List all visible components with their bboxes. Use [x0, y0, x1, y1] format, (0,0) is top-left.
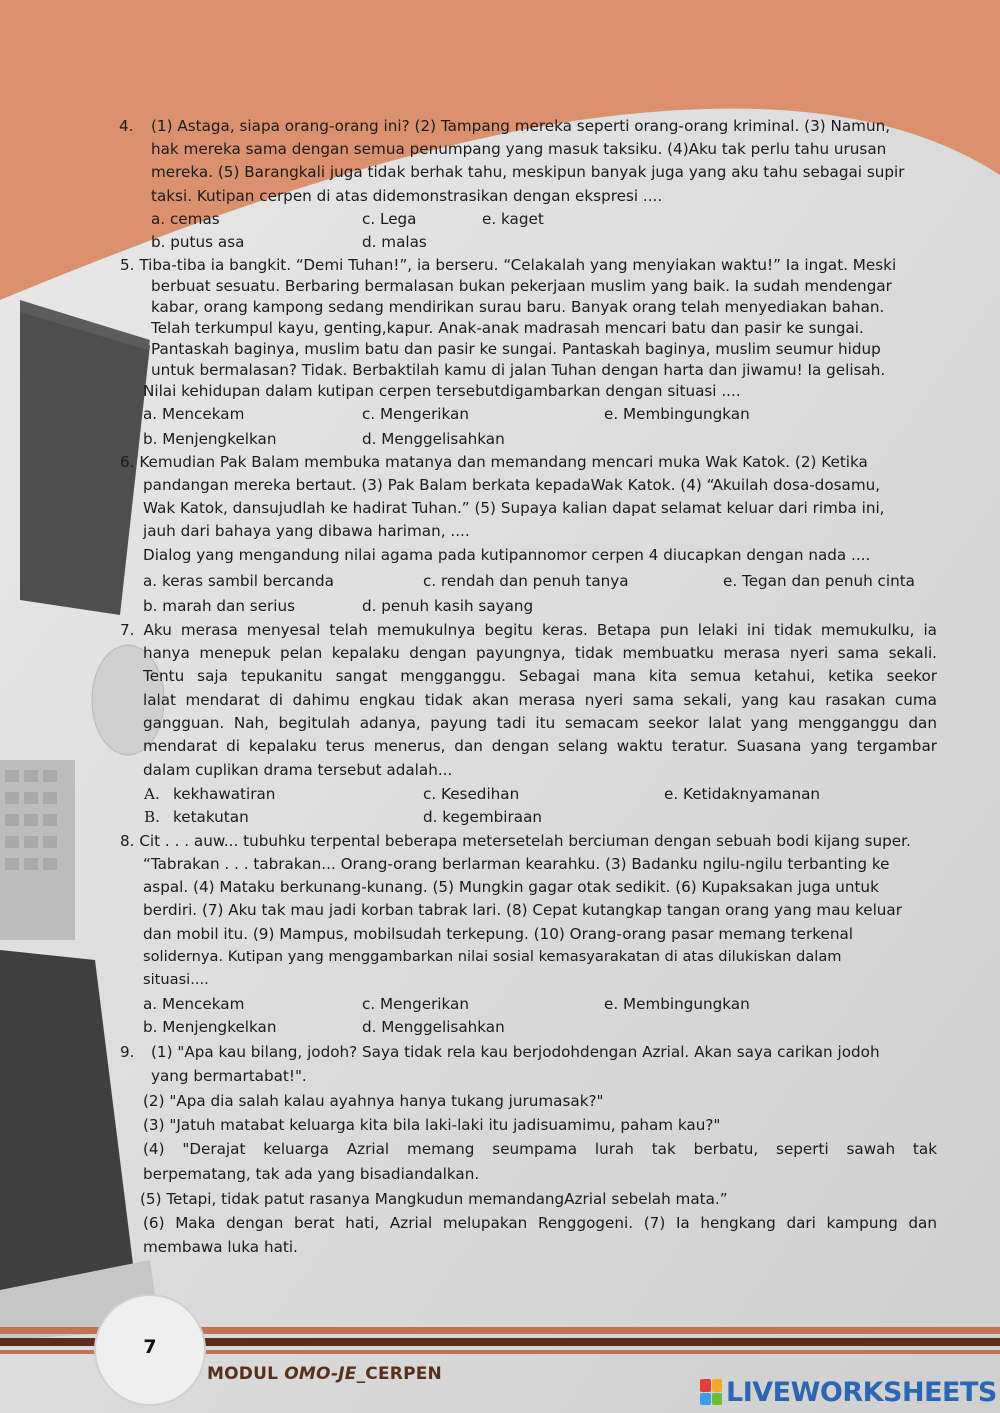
question-text-line: yang bermartabat!". — [151, 1067, 307, 1085]
option-c[interactable]: c. Kesedihan — [423, 785, 520, 803]
question-text-line: (2) "Apa dia salah kalau ayahnya hanya tukang jurumasak?" — [143, 1092, 604, 1110]
option-b[interactable]: ketakutan — [173, 808, 249, 826]
option-a[interactable]: kekhawatiran — [173, 785, 276, 803]
option-d[interactable]: d. kegembiraan — [423, 808, 543, 826]
option-b[interactable]: b. putus asa — [151, 233, 245, 251]
question-prompt: Dialog yang mengandung nilai agama pada kutipannomor cerpen 4 diucapkan dengan nada .... — [143, 546, 871, 564]
question-text-line: situasi.... — [143, 971, 209, 988]
question-text-line: (5) Tetapi, tidak patut rasanya Mangkudun memandangAzrial sebelah mata.” — [140, 1190, 728, 1208]
option-a-letter: A. — [144, 785, 160, 803]
question-text-line: hanya menepuk pelan kepalaku dengan payungnya, tidak membuatku merasa nyeri sama sekali. — [143, 644, 937, 662]
question-text-line: Wak Katok, dansujudlah ke hadirat Tuhan.” (5) Supaya kalian dapat selamat keluar dari rimba ini, — [143, 499, 885, 517]
module-title-prefix: MODUL — [207, 1364, 285, 1384]
question-text-line: gangguan. Nah, begitulah adanya, payung tadi itu semacam seekor lalat yang mengganggu dan — [143, 714, 937, 732]
question-text-line: (1) "Apa kau bilang, jodoh? Saya tidak rela kau berjodohdengan Azrial. Akan saya carikan jodoh — [151, 1043, 880, 1061]
question-text-line: Pantaskah baginya, muslim batu dan pasir ke sungai. Pantaskah baginya, muslim seumur hidup — [151, 340, 881, 358]
question-text-line: lalat mendarat di dahimu engkau tidak akan merasa nyeri sama sekali, yang kau rasakan cuma — [143, 691, 937, 709]
question-text-line: Tentu saja tepukanitu sangat mengganggu. Sebagai mana kita semua ketahui, ketika seekor — [143, 667, 937, 685]
option-c[interactable]: c. Lega — [362, 210, 417, 228]
option-e[interactable]: e. Tegan dan penuh cinta — [723, 572, 915, 590]
option-b[interactable]: b. marah dan serius — [143, 597, 296, 615]
question-text-line: hak mereka sama dengan semua penumpang yang masuk taksiku. (4)Aku tak perlu tahu urusan — [151, 140, 887, 158]
option-d[interactable]: d. Menggelisahkan — [362, 430, 505, 448]
question-prompt: dalam cuplikan drama tersebut adalah... — [143, 761, 453, 779]
question-text-line: membawa luka hati. — [143, 1238, 298, 1256]
question-text-line: dan mobil itu. (9) Mampus, mobilsudah terkepung. (10) Orang-orang pasar memang terkenal — [143, 925, 854, 943]
question-text-line: (4) "Derajat keluarga Azrial memang seumpama lurah tak berbatu, seperti sawah tak — [143, 1140, 937, 1158]
question-text-line: taksi. Kutipan cerpen di atas didemonstrasikan dengan ekspresi .... — [151, 187, 663, 205]
option-a[interactable]: a. keras sambil bercanda — [143, 572, 334, 590]
brand-text: LIVEWORKSHEETS — [726, 1376, 997, 1408]
question-text-line: untuk bermalasan? Tidak. Berbaktilah kamu di jalan Tuhan dengan harta dan jiwamu! Ia gelisah. — [151, 361, 886, 379]
module-title-italic: OMO-JE — [284, 1364, 357, 1384]
question-prompt: Nilai kehidupan dalam kutipan cerpen tersebutdigambarkan dengan situasi .... — [143, 382, 741, 400]
question-number: 4. — [119, 117, 134, 135]
option-c[interactable]: c. Mengerikan — [362, 995, 469, 1013]
question-text-line: 8. Cit . . . auw... tubuhku terpental beberapa metersetelah berciuman dengan sebuah bodi kijang super. — [120, 832, 911, 850]
question-text-line: “Tabrakan . . . tabrakan... Orang-orang berlarman kearahku. (3) Badanku ngilu-ngilu terbanting ke — [143, 855, 890, 873]
question-text-line: Telah terkumpul kayu, genting,kapur. Anak-anak madrasah mencari batu dan pasir ke sungai. — [151, 319, 864, 337]
option-e[interactable]: e. Membingungkan — [604, 995, 750, 1013]
option-e[interactable]: e. Ketidaknyamanan — [664, 785, 821, 803]
liveworksheets-brand[interactable] — [700, 1375, 997, 1409]
option-d[interactable]: d. Menggelisahkan — [362, 1018, 505, 1036]
option-c[interactable]: c. rendah dan penuh tanya — [423, 572, 629, 590]
option-a[interactable]: a. Mencekam — [143, 995, 245, 1013]
page-number: 7 — [143, 1336, 157, 1358]
question-text-line: mereka. (5) Barangkali juga tidak berhak tahu, meskipun banyak juga yang aku tahu sebagai supir — [151, 163, 905, 181]
option-e[interactable]: e. Membingungkan — [604, 405, 750, 423]
question-text-line: (1) Astaga, siapa orang-orang ini? (2) Tampang mereka seperti orang-orang kriminal. (3) Namun, — [151, 117, 891, 135]
option-c[interactable]: c. Mengerikan — [362, 405, 469, 423]
question-text-line: mendarat di kepalaku terus menerus, dan dengan selang waktu teratur. Suasana yang tergambar — [143, 737, 937, 755]
option-b-letter: B. — [144, 808, 160, 826]
option-e[interactable]: e. kaget — [482, 210, 544, 228]
question-text-line: (6) Maka dengan berat hati, Azrial melupakan Renggogeni. (7) Ia hengkang dari kampung dan — [143, 1214, 937, 1232]
question-text-line: (3) "Jatuh matabat keluarga kita bila laki-laki itu jadisuamimu, paham kau?" — [143, 1116, 721, 1134]
question-text-line: 7. Aku merasa menyesal telah memukulnya begitu keras. Betapa pun lelaki ini tidak memukulku, ia — [120, 621, 937, 639]
option-a[interactable]: a. Mencekam — [143, 405, 245, 423]
question-text-line: berpematang, tak ada yang bisadiandalkan. — [143, 1165, 480, 1183]
option-d[interactable]: d. malas — [362, 233, 427, 251]
question-text-line: pandangan mereka bertaut. (3) Pak Balam berkata kepadaWak Katok. (4) “Akuilah dosa-dosamu, — [143, 476, 881, 494]
option-b[interactable]: b. Menjengkelkan — [143, 430, 277, 448]
question-text-line: berdiri. (7) Aku tak mau jadi korban tabrak lari. (8) Cepat kutangkap tangan orang yang mau keluar — [143, 901, 902, 919]
question-text-line: aspal. (4) Mataku berkunang-kunang. (5) Mungkin gagar otak sedikit. (6) Kupaksakan juga untuk — [143, 878, 879, 896]
liveworksheets-logo-icon — [700, 1379, 722, 1405]
question-text-line: 5. Tiba-tiba ia bangkit. “Demi Tuhan!”, ia berseru. “Celakalah yang menyiakan waktu!” Ia ingat. Meski — [120, 256, 897, 274]
option-b[interactable]: b. Menjengkelkan — [143, 1018, 277, 1036]
module-title — [207, 1364, 442, 1384]
question-number: 9. — [120, 1043, 135, 1061]
module-title-suffix: _CERPEN — [356, 1364, 442, 1384]
question-text-line: jauh dari bahaya yang dibawa hariman, .... — [143, 522, 470, 540]
option-d[interactable]: d. penuh kasih sayang — [362, 597, 534, 615]
question-text-line: 6. Kemudian Pak Balam membuka matanya dan memandang mencari muka Wak Katok. (2) Ketika — [120, 453, 868, 471]
question-text-line: kabar, orang kampong sedang mendirikan surau baru. Banyak orang telah menyediakan bahan. — [151, 298, 885, 316]
question-text-line: solidernya. Kutipan yang menggambarkan nilai sosial kemasyarakatan di atas dilukiskan dalam — [143, 948, 842, 965]
question-text-line: berbuat sesuatu. Berbaring bermalasan bukan pekerjaan muslim yang baik. Ia sudah mendengar — [151, 277, 892, 295]
option-a[interactable]: a. cemas — [151, 210, 220, 228]
